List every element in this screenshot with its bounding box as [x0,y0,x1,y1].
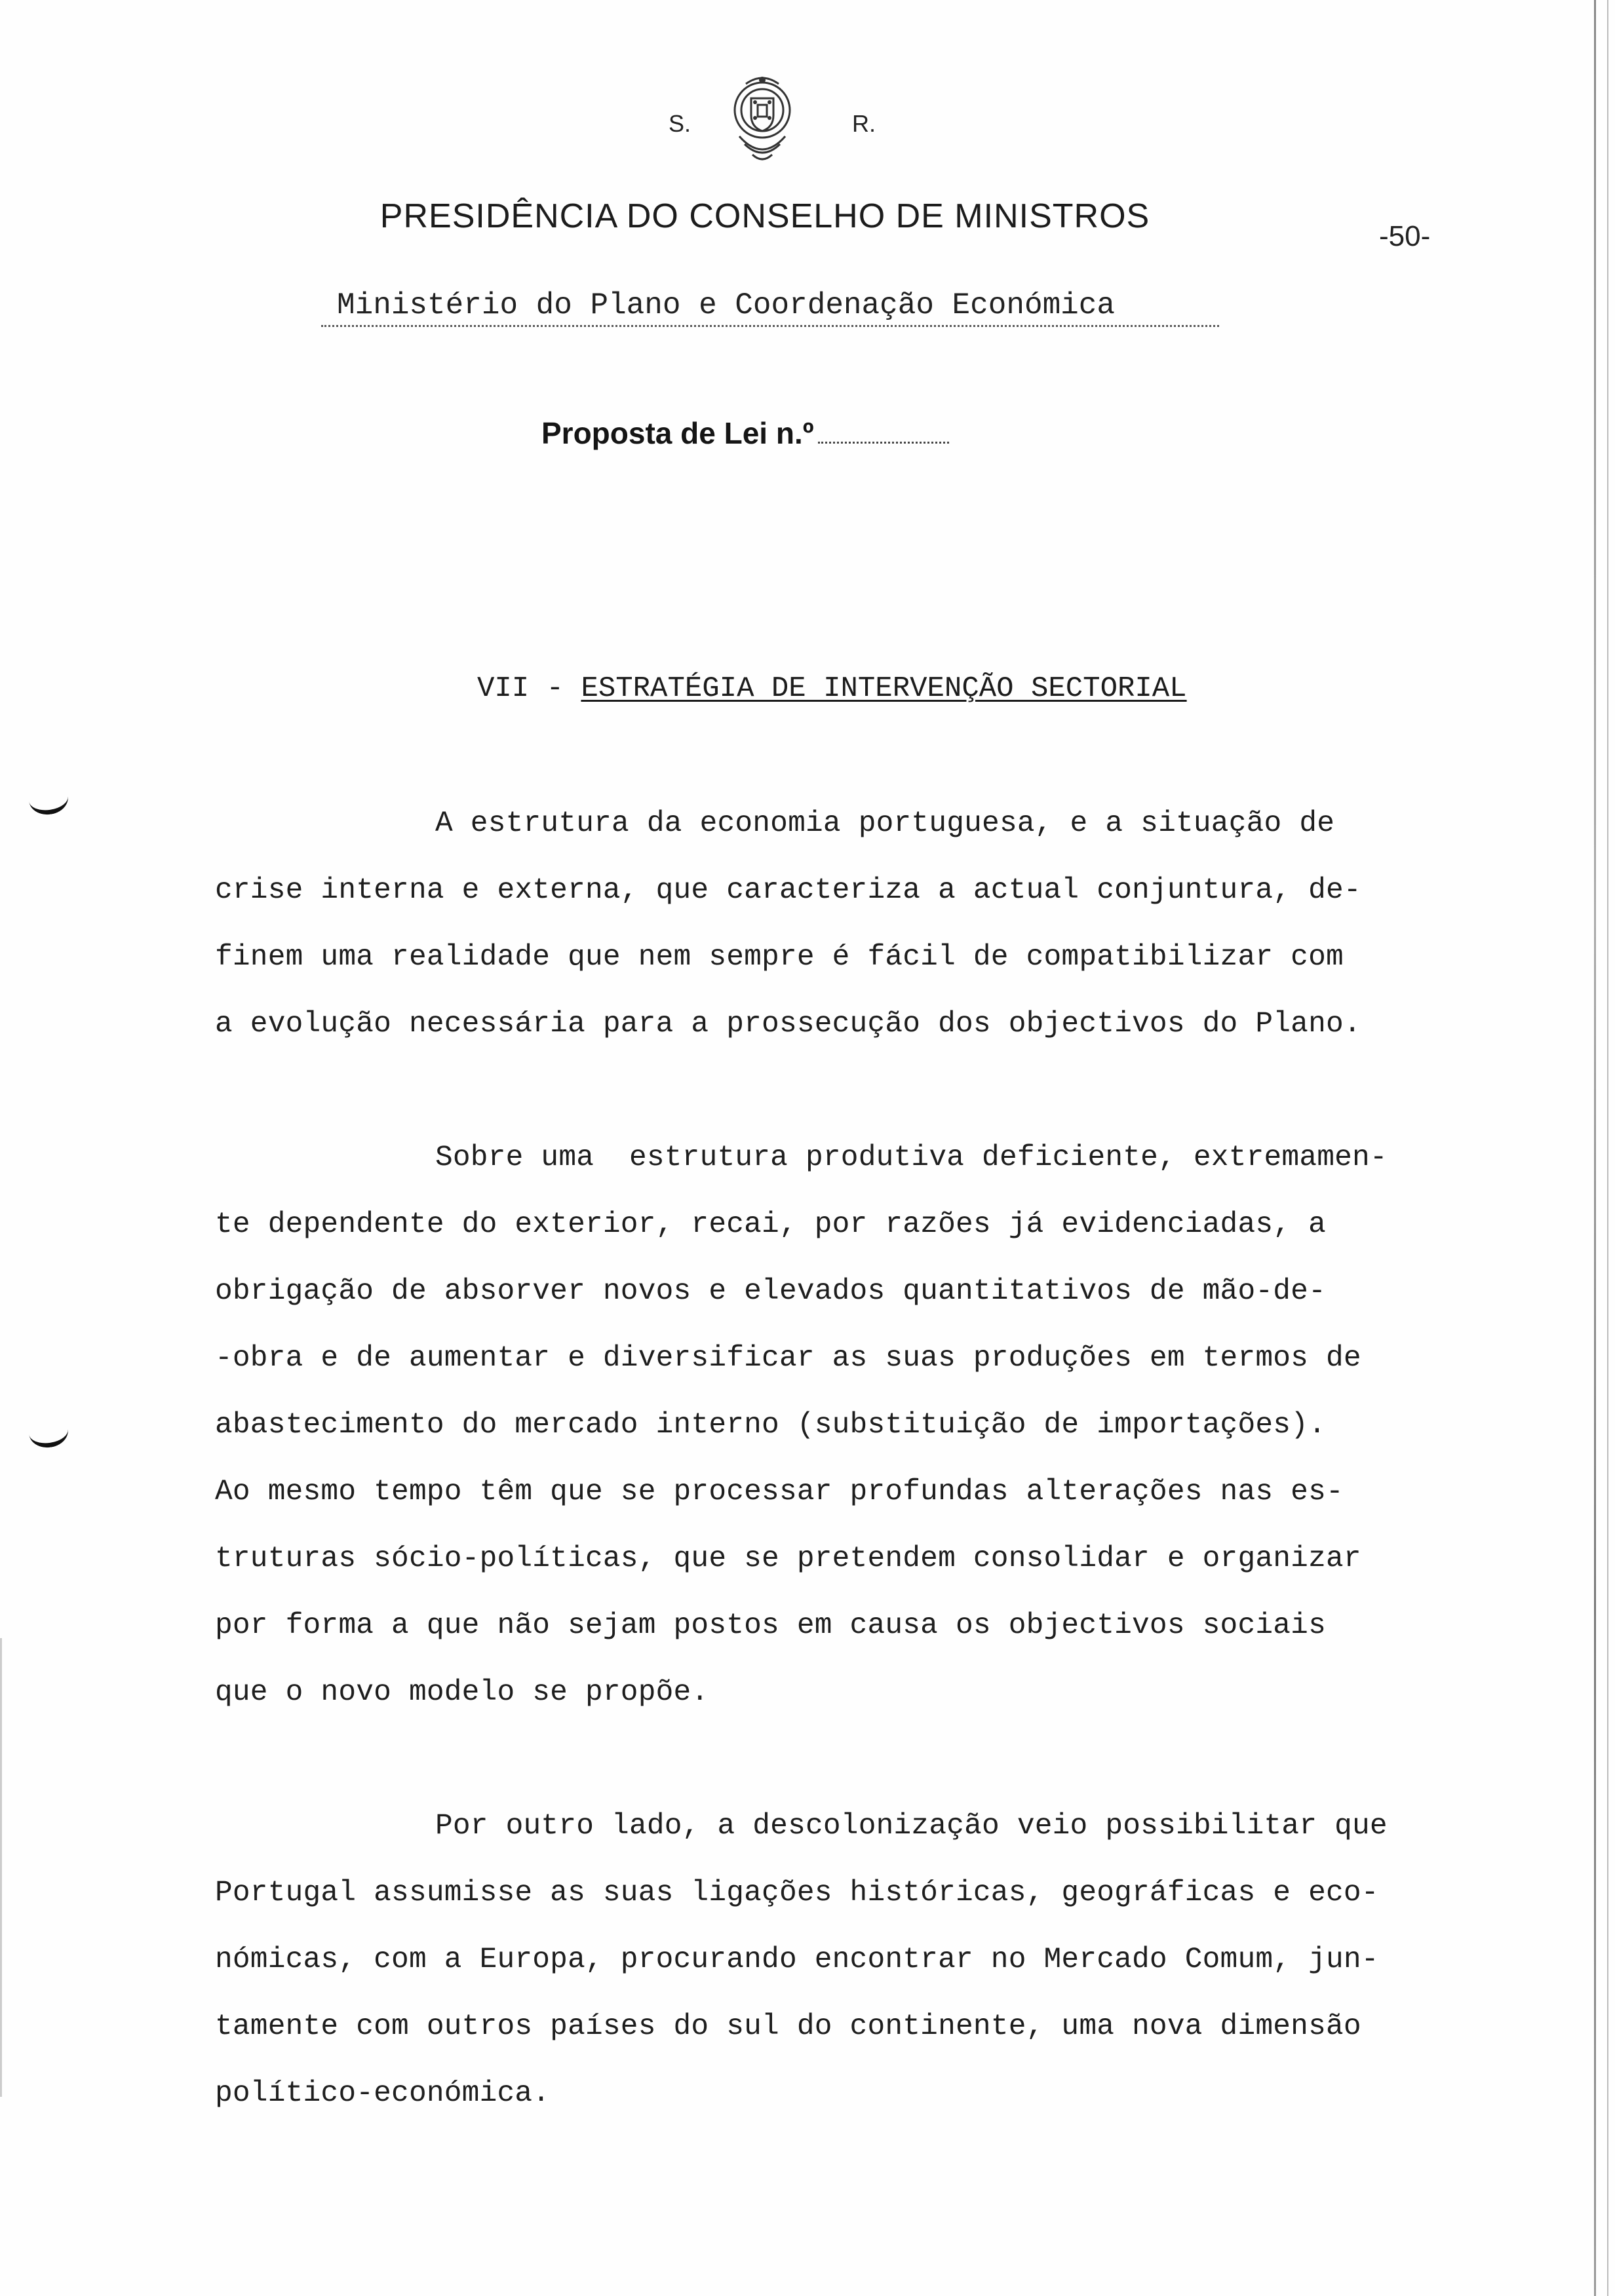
paragraph-3-line: político-económica. [215,2077,551,2110]
page-number: -50- [1379,220,1431,252]
paragraph-2-line: Ao mesmo tempo têm que se processar profundas alterações nas es- [215,1476,1344,1508]
section-number: VII - [477,672,581,705]
section-heading [477,672,1187,705]
paragraph-2-line: -obra e de aumentar e diversificar as suas produções em termos de [215,1342,1361,1375]
left-edge-shadow [0,1638,2,2097]
paragraph-2-line: te dependente do exterior, recai, por razões já evidenciadas, a [215,1208,1326,1241]
paragraph-2-line: por forma a que não sejam postos em causa os objectivos sociais [215,1609,1326,1642]
margin-check-mark [27,781,70,817]
coat-of-arms-icon [726,71,798,182]
paragraph-2-line: truturas sócio-políticas, que se pretendem consolidar e organizar [215,1542,1361,1575]
paragraph-1-line: finem uma realidade que nem sempre é fácil de compatibilizar com [215,941,1344,974]
r-label: R. [852,110,876,137]
paragraph-1-line: crise interna e externa, que caracteriza a actual conjuntura, de- [215,874,1361,907]
institution-title: PRESIDÊNCIA DO CONSELHO DE MINISTROS [379,197,1150,235]
law-number-blank [818,440,949,444]
paragraph-1-line: A estrutura da economia portuguesa, e a situação de [435,807,1335,840]
s-label: S. [669,110,691,137]
law-proposal-label [541,415,949,451]
law-proposal-text: Proposta de Lei n.º [541,416,814,450]
ministry-name: Ministério do Plano e Coordenação Económica [321,288,1219,327]
paragraph-1-line: a evolução necessária para a prossecução dos objectivos do Plano. [215,1008,1361,1041]
paragraph-3-line: tamente com outros países do sul do continente, uma nova dimensão [215,2010,1361,2043]
section-title: ESTRATÉGIA DE INTERVENÇÃO SECTORIAL [581,672,1187,705]
margin-check-mark [27,1414,70,1450]
paragraph-2-line: obrigação de absorver novos e elevados quantitativos de mão-de- [215,1275,1326,1308]
paragraph-3-line: nómicas, com a Europa, procurando encontrar no Mercado Comum, jun- [215,1943,1379,1976]
paragraph-2-line: abastecimento do mercado interno (substituição de importações). [215,1409,1326,1442]
page-edge-line [1594,0,1596,2296]
paragraph-3-line: Portugal assumisse as suas ligações históricas, geográficas e eco- [215,1877,1379,1909]
paragraph-2-line: Sobre uma estrutura produtiva deficiente, extremamen- [435,1141,1388,1174]
paragraph-2-line: que o novo modelo se propõe. [215,1676,709,1709]
page-edge-line-secondary [1607,0,1608,2296]
paragraph-3-line: Por outro lado, a descolonização veio possibilitar que [435,1810,1388,1843]
